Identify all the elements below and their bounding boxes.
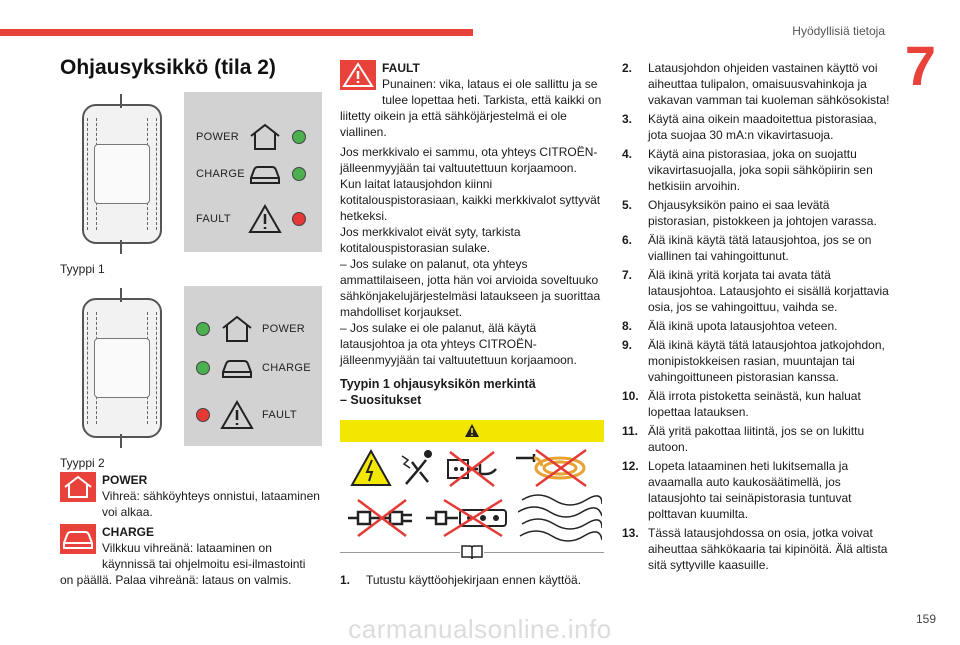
power-head: POWER — [102, 473, 148, 487]
label-warning-header — [340, 420, 604, 442]
column-3 — [622, 60, 890, 576]
charge-indicator-icon — [60, 524, 96, 559]
list-item: 5. Ohjausyksikön paino ei saa levätä pistorasian, pistokkeen ja johtojen varassa. — [622, 198, 877, 228]
list-item: 8. Älä ikinä upota latausjohtoa veteen. — [622, 319, 838, 333]
list-item: 4. Käytä aina pistorasiaa, joka on suojattu vikavirtasuojalla, joka sopii sähköpiirin sen hetkisiin arvoihin. — [622, 147, 873, 193]
house-icon — [220, 314, 262, 344]
list-item: 1. Tutustu käyttöohjekirjaan ennen käyttöä. — [340, 573, 582, 587]
power-description — [60, 472, 322, 520]
control-unit-device-illustration — [82, 298, 162, 438]
list-item: 3. Käytä aina oikein maadoitettua pistorasiaa, jota suojaa 30 mA:n vikavirtasuoja. — [622, 112, 877, 142]
no-extension-coil-icon — [510, 446, 596, 490]
indicator-row-fault — [196, 400, 314, 430]
list-item: 12. Lopeta lataaminen heti lukitsemalla ja avaamalla auto kaukosäätimellä, jos latausjohto tai seinäpistorasia tuntuvat polttavan kuumilta. — [622, 459, 852, 521]
led-red — [292, 212, 306, 226]
no-extension-cable-icon — [346, 496, 416, 540]
section-title: Hyödyllisiä tietoja — [792, 24, 885, 38]
warning-triangle-icon — [220, 400, 262, 430]
warning-triangle-icon — [248, 204, 292, 234]
control-unit-figure-type1 — [68, 92, 322, 252]
charge-text: Vilkkuu vihreänä: lataaminen on käynnissä tai ohjelmoitu esi-ilmastointi on päällä. Palaa vihreänä: lataus on valmis. — [60, 541, 306, 587]
figure-caption-type1: Tyyppi 1 — [60, 262, 105, 276]
footer-watermark: carmanualsonline.info — [348, 614, 612, 644]
list-item: 2. Latausjohdon ohjeiden vastainen käyttö voi aiheuttaa tulipalon, omaisuusvahinkoja ja vakavan vamman tai kuoleman sähkösokista! — [622, 61, 890, 107]
fault-text: Punainen: vika, lataus ei ole sallittu ja se tulee lopettaa heti. Tarkista, että kaikki on liitetty oikein ja että sähköjärjestelmä ei ole viallinen. — [340, 77, 602, 139]
indicator-row-power — [196, 122, 306, 152]
indicator-row-power — [196, 314, 314, 344]
indicator-label-fault: FAULT — [262, 409, 297, 421]
chapter-number: 7 — [904, 34, 936, 97]
section-heading-type1-label: Tyypin 1 ohjausyksikön merkintä – Suositukset — [340, 377, 536, 407]
indicator-label-fault: FAULT — [196, 213, 231, 225]
list-item: 6. Älä ikinä käytä tätä latausjohtoa, jos se on viallinen tai vahingoittunut. — [622, 233, 872, 263]
indicator-row-charge — [196, 356, 314, 380]
person-shock-icon — [398, 446, 438, 490]
indicator-label-power: POWER — [262, 323, 306, 335]
fault-description — [340, 60, 604, 140]
list-item: 13. Tässä latausjohdossa on osia, jotka voivat aiheuttaa sähkökaaria tai kipinöitä. Älä altista sitä syttyville kaasuille. — [622, 526, 888, 572]
car-icon — [248, 162, 292, 186]
column-1 — [60, 56, 322, 592]
control-unit-figure-type2 — [68, 286, 322, 446]
recommendation-list — [622, 60, 890, 573]
paragraph-indicator-stays-on: Jos merkkivalo ei sammu, ota yhteys CITROËN-jälleenmyyjään tai valtuutettuun korjaamoon. — [340, 145, 598, 175]
list-item: 10. Älä irrota pistoketta seinästä, kun haluat lopettaa latauksen. — [622, 389, 861, 419]
figure-caption-type2: Tyyppi 2 — [60, 456, 105, 470]
indicator-panel — [184, 286, 322, 446]
list-item: 7. Älä ikinä yritä korjata tai avata tätä latausjohtoa. Latausjohto ei sisällä korjattavia osia, jos se vahingoittuu, vaihda se. — [622, 268, 889, 314]
power-text: Vihreä: sähköyhteys onnistui, lataaminen voi alkaa. — [102, 489, 320, 519]
recommendation-list-start — [340, 572, 604, 588]
control-unit-device-illustration — [82, 104, 162, 244]
led-green — [196, 361, 210, 375]
fault-indicator-icon — [340, 60, 376, 95]
page-title: Ohjausyksikkö (tila 2) — [60, 56, 276, 79]
manual-book-icon — [460, 544, 484, 560]
list-item: 11. Älä yritä pakottaa liitintä, jos se on lukittu autoon. — [622, 424, 865, 454]
indicator-label-charge: CHARGE — [262, 362, 311, 374]
warning-triangle-icon — [464, 423, 480, 438]
charge-description — [60, 524, 322, 588]
car-icon — [220, 356, 262, 380]
indicator-label-power: POWER — [196, 131, 240, 143]
paragraph-check-fuse: Jos merkkivalot eivät syty, tarkista kotitalouspistorasian sulake. — [340, 225, 521, 255]
fault-head: FAULT — [382, 61, 420, 75]
tangled-cable-icon — [518, 490, 602, 546]
led-green — [292, 167, 306, 181]
header-accent-bar — [0, 29, 473, 36]
column-2 — [340, 60, 604, 591]
page-number: 159 — [915, 612, 936, 626]
no-multi-socket-icon — [424, 496, 510, 540]
list-item: 9. Älä ikinä käytä tätä latausjohtoa jatkojohdon, monipistokkeisen rasian, muuntajan tai vahingoittuneen pistorasian kanssa. — [622, 338, 885, 384]
led-red — [196, 408, 210, 422]
charge-head: CHARGE — [102, 525, 155, 539]
indicator-panel — [184, 92, 322, 252]
type1-warning-label-illustration — [340, 420, 604, 560]
paragraph-fuse-not-blown: – Jos sulake ei ole palanut, älä käytä latausjohtoa ja ota yhteys CITROËN-jälleenmyyjään tai valtuutettuun korjaamoon. — [340, 321, 577, 367]
power-indicator-icon — [60, 472, 96, 507]
indicator-row-fault — [196, 204, 306, 234]
house-icon — [248, 122, 292, 152]
led-green — [196, 322, 210, 336]
paragraph-plugging-in: Kun laitat latausjohdon kiinni kotitalouspistorasiaan, kaikki merkkivalot syttyvät hetkeksi. — [340, 177, 601, 223]
led-green — [292, 130, 306, 144]
no-adapter-icon — [444, 446, 500, 490]
paragraph-fuse-blown: – Jos sulake on palanut, ota yhteys ammattilaiseen, jotta hän voi arvioida soveltuuko sähkönjakelujärjestelmäsi lataukseen ja suorittaa mahdolliset korjaukset. — [340, 257, 601, 319]
electric-shock-icon — [350, 448, 392, 488]
indicator-row-charge — [196, 162, 306, 186]
indicator-label-charge: CHARGE — [196, 168, 245, 180]
